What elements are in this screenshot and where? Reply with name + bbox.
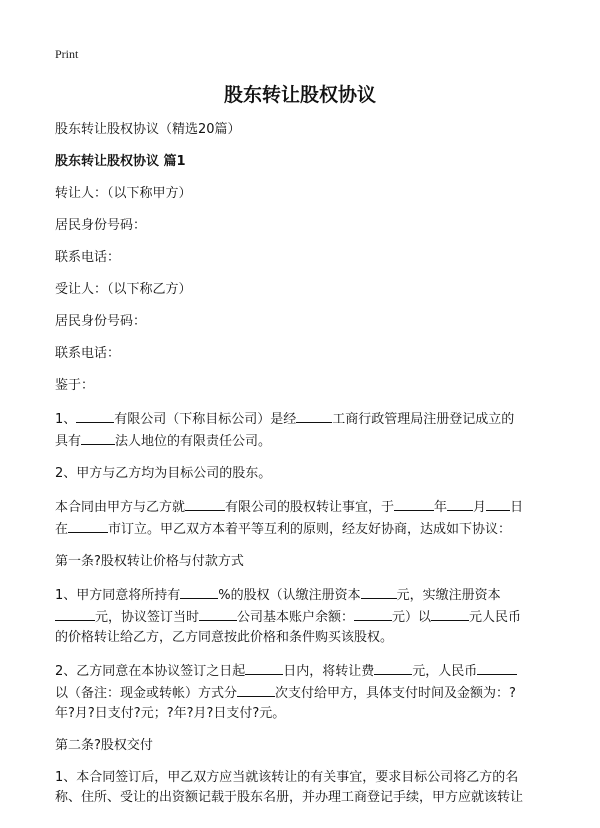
- document-body: [55, 120, 545, 808]
- field-id-number-transferor: 居民身份号码：: [55, 218, 147, 233]
- field-id-number-transferee: 居民身份号码：: [55, 314, 147, 329]
- fill-blank: [55, 606, 95, 621]
- print-label: Print: [55, 47, 79, 61]
- fill-blank: [185, 496, 225, 511]
- fill-blank: [76, 408, 114, 423]
- agreement-intro: 本合同由甲方与乙方就 有限公司的股权转让事宜，于 年 月 日 在 市订立。甲乙双方本着平等互利的原则，经友好协商，达成如下协议：: [55, 496, 545, 540]
- field-transferee: 受让人：（以下称乙方）: [55, 282, 192, 297]
- fill-blank: [296, 408, 332, 423]
- field-transferor: 转让人：（以下称甲方）: [55, 186, 192, 201]
- fill-blank: [486, 496, 510, 511]
- article-1-clause-1: 1、甲方同意将所持有 %的股权（认缴注册资本 元，实缴注册资本 元，协议签订当时 公司基本账户余额： 元）以 元人民币 的价格转让给乙方，乙方同意按此价格和条件购买该股权。: [55, 584, 545, 648]
- fill-blank: [180, 584, 218, 599]
- article-1-heading: 第一条?股权转让价格与付款方式: [55, 554, 244, 569]
- fill-blank: [81, 430, 115, 445]
- fill-blank: [394, 496, 434, 511]
- fill-blank: [68, 518, 108, 533]
- fill-blank: [431, 606, 469, 621]
- clause-2: 2、甲方与乙方均为目标公司的股东。: [55, 466, 272, 481]
- fill-blank: [199, 606, 237, 621]
- fill-blank: [361, 584, 397, 599]
- field-phone-transferor: 联系电话：: [55, 250, 121, 265]
- fill-blank: [477, 660, 517, 675]
- fill-blank: [354, 606, 392, 621]
- article-2-heading: 第二条?股权交付: [55, 738, 153, 753]
- fill-blank: [237, 682, 275, 697]
- fill-blank: [374, 660, 412, 675]
- field-phone-transferee: 联系电话：: [55, 346, 121, 361]
- fill-blank: [447, 496, 473, 511]
- article-heading: 股东转让股权协议 篇1: [55, 154, 186, 169]
- article-1-clause-2: 2、乙方同意在本协议签订之日起 日内，将转让费 元，人民币 以（备注：现金或转帐）方式分 次支付给甲方，具体支付时间及金额为：? 年?月?日支付?元；?年?月?日支付?元。: [55, 660, 545, 724]
- document-title: 股东转让股权协议: [223, 84, 376, 106]
- fill-blank: [245, 660, 283, 675]
- document-subtitle: 股东转让股权协议（精选20篇）: [55, 122, 241, 137]
- clause-1: 1、 有限公司（下称目标公司）是经 工商行政管理局注册登记成立的 具有 法人地位的有限责任公司。: [55, 408, 545, 452]
- whereas-label: 鉴于：: [55, 378, 95, 393]
- article-2-clause-1: 1、本合同签订后，甲乙双方应当就该转让的有关事宜，要求目标公司将乙方的名 称、住所、受让的出资额记载于股东名册，并办理工商登记手续，甲方应就该转让: [55, 770, 524, 805]
